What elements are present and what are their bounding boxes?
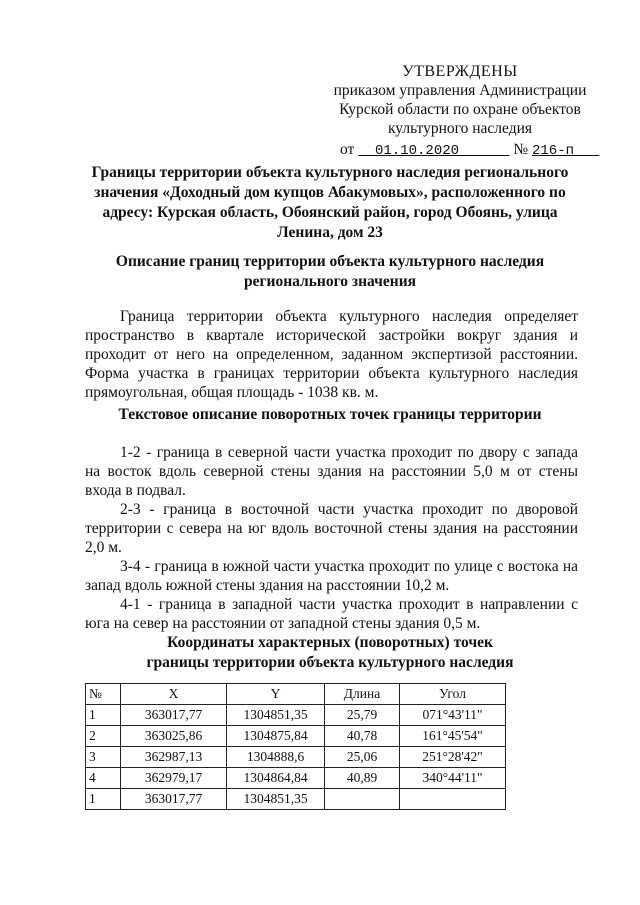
date-prefix: от xyxy=(340,141,355,158)
point-item: 2-3 - граница в восточной части участка проходит по дворовой территории с севера на юг вдоль восточной стены здания на расстоянии 2,0 м. xyxy=(85,501,578,556)
coordinates-table xyxy=(85,683,506,810)
table-row xyxy=(86,726,506,747)
cell-x: 363025,86 xyxy=(121,726,227,747)
description-title: Описание границ территории объекта культурного наследия регионального значения xyxy=(115,253,545,290)
cell-x: 363017,77 xyxy=(121,705,227,726)
header-length: Длина xyxy=(325,684,400,705)
header-y: Y xyxy=(227,684,325,705)
cell-y: 1304851,35 xyxy=(227,789,325,810)
cell-angle: 251°28'42" xyxy=(400,747,506,768)
cell-length: 40,78 xyxy=(325,726,400,747)
approval-stamp xyxy=(330,62,590,161)
header-x: X xyxy=(121,684,227,705)
cell-num: 2 xyxy=(86,726,121,747)
points-title: Текстовое описание поворотных точек границы территории xyxy=(118,406,542,423)
cell-y: 1304851,35 xyxy=(227,705,325,726)
header-num: № xyxy=(86,684,121,705)
cell-angle: 161°45'54" xyxy=(400,726,506,747)
cell-length: 25,79 xyxy=(325,705,400,726)
cell-x: 363017,77 xyxy=(121,789,227,810)
approval-line-1: приказом управления Администрации xyxy=(333,82,587,99)
points-list xyxy=(85,443,578,633)
table-row xyxy=(86,768,506,789)
description-text: Граница территории объекта культурного наследия определяет пространство в квартале исторической застройки вокруг здания и проходит от него на определенном, заданном экспертизой расстоянии. Форма участка в границах территории объекта культурного наследия прямоугольная, общая площадь - 1038 кв. м. xyxy=(85,308,578,401)
table-row xyxy=(86,747,506,768)
approval-line-3: культурного наследия xyxy=(387,120,533,137)
approval-date: 01.10.2020 xyxy=(375,143,460,159)
approval-number: 216-п xyxy=(532,143,575,159)
number-prefix: № xyxy=(513,141,529,158)
cell-x: 362979,17 xyxy=(121,768,227,789)
table-header-row xyxy=(86,684,506,705)
cell-num: 3 xyxy=(86,747,121,768)
cell-num: 1 xyxy=(86,705,121,726)
coords-title-line-1: Координаты характерных (поворотных) точек xyxy=(167,634,493,651)
table-row xyxy=(86,705,506,726)
point-item: 3-4 - граница в южной части участка проходит по улице с востока на запад вдоль южной стены здания на расстоянии 10,2 м. xyxy=(85,558,578,594)
cell-angle: 340°44'11" xyxy=(400,768,506,789)
approval-line-2: Курской области по охране объектов xyxy=(339,101,581,118)
cell-angle: 071°43'11" xyxy=(400,705,506,726)
cell-angle xyxy=(400,789,506,810)
document-title: Границы территории объекта культурного наследия регионального значения «Доходный дом купцов Абакумовых», расположенного по адресу: Курская область, Обоянский район, город Обоянь, улица Ленина, дом 23 xyxy=(91,164,569,241)
header-angle: Угол xyxy=(400,684,506,705)
table-row xyxy=(86,789,506,810)
cell-y: 1304875,84 xyxy=(227,726,325,747)
cell-num: 1 xyxy=(86,789,121,810)
point-item: 4-1 - граница в западной части участка проходит в направлении с юга на север на расстоянии от западной стены здания 0,5 м. xyxy=(85,596,578,632)
cell-length: 40,89 xyxy=(325,768,400,789)
cell-x: 362987,13 xyxy=(121,747,227,768)
cell-length: 25,06 xyxy=(325,747,400,768)
cell-y: 1304888,6 xyxy=(227,747,325,768)
approval-date-row xyxy=(340,140,590,161)
cell-num: 4 xyxy=(86,768,121,789)
coords-title-line-2: границы территории объекта культурного наследия xyxy=(146,654,514,671)
cell-y: 1304864,84 xyxy=(227,768,325,789)
coords-title xyxy=(80,633,580,673)
cell-length xyxy=(325,789,400,810)
point-item: 1-2 - граница в северной части участка проходит по двору с запада на восток вдоль северной стены здания на расстоянии 5,0 м от стены входа в подвал. xyxy=(85,444,578,499)
approval-heading: УТВЕРЖДЕНЫ xyxy=(402,63,518,80)
